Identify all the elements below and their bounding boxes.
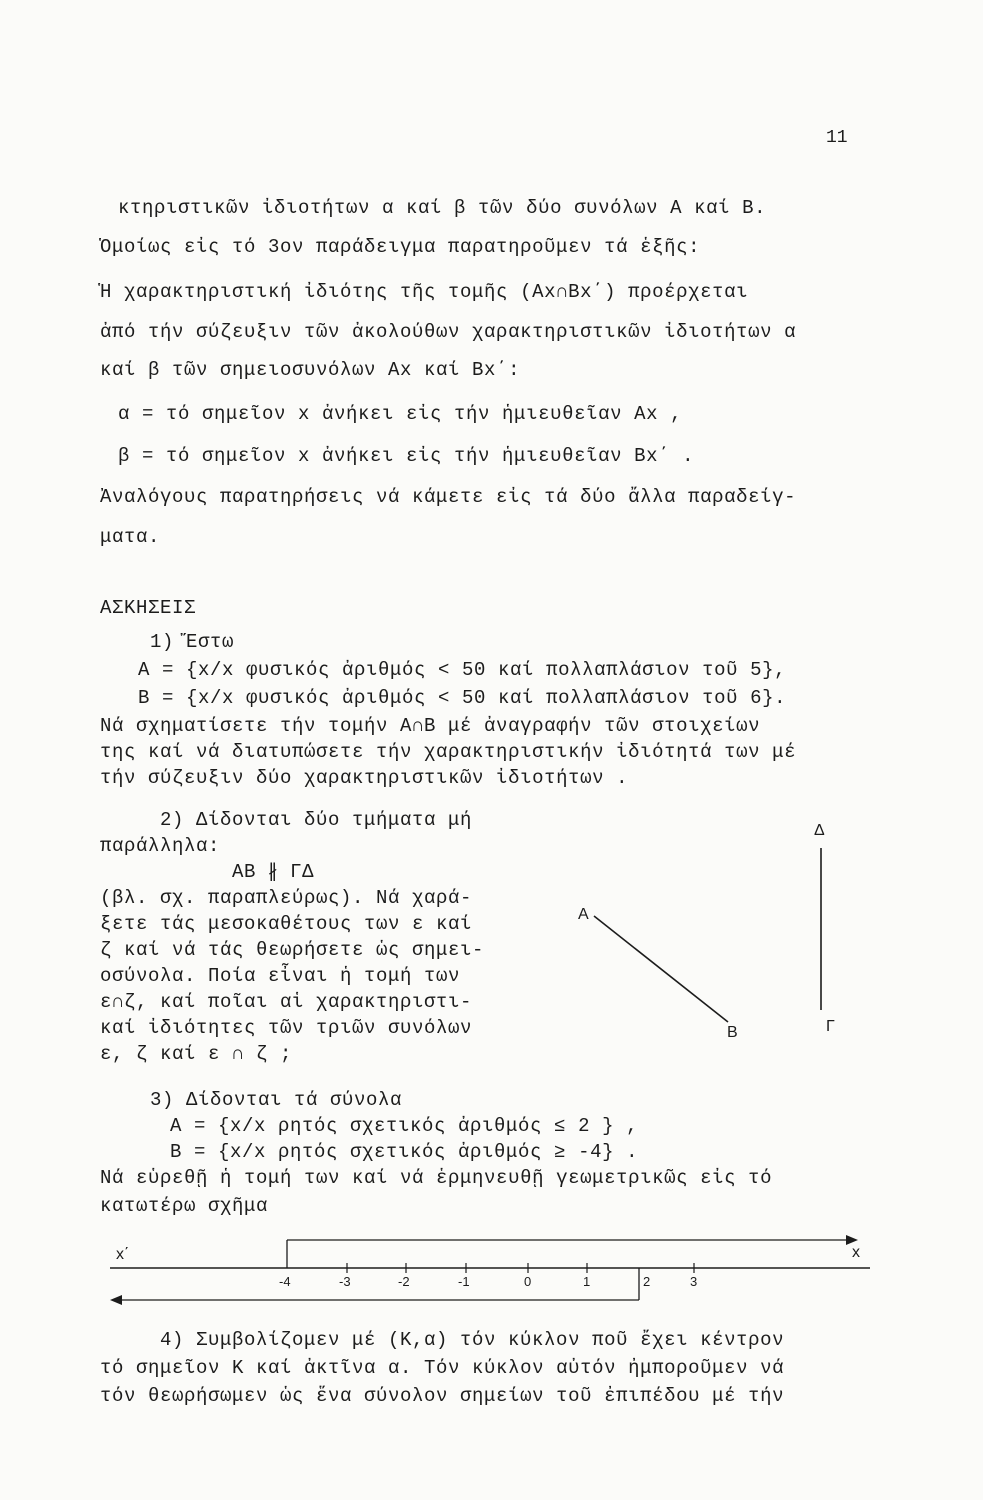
- ex2-line-4: (βλ. σχ. παραπλεύρως). Νά χαρά-: [100, 887, 473, 909]
- ex2-line-1: 2) Δίδονται δύο τμήματα μή: [160, 809, 473, 831]
- ex1-line-6: τήν σύζευξιν δύο χαρακτηριστικῶν ἰδιοτήτων .: [100, 767, 629, 789]
- ex4-line-3: τόν θεωρήσωμεν ὡς ἕνα σύνολον σημείων τοῦ ἐπιπέδου μέ τήν: [100, 1385, 785, 1407]
- intro-line-9: ματα.: [100, 526, 161, 548]
- figure-label-d: Δ: [814, 822, 825, 839]
- section-title: ΑΣΚΗΣΕΙΣ: [100, 597, 197, 619]
- intro-line-1: κτηριστικῶν ἰδιοτήτων α καί β τῶν δύο συνόλων Α καί Β.: [118, 197, 767, 219]
- intro-line-5: καί β τῶν σημειοσυνόλων Αx καί Βx΄:: [100, 359, 521, 381]
- ex2-line-3: ΑΒ ∦ ΓΔ: [232, 861, 315, 883]
- tick-label: -4: [279, 1274, 291, 1289]
- intro-line-6: α = τό σημεῖον x ἀνήκει εἰς τήν ἡμιευθεῖαν Αx ,: [118, 403, 683, 425]
- tick-label: 0: [524, 1274, 532, 1289]
- ray-a-arrowhead: [110, 1295, 122, 1305]
- number-line-right-label: x: [852, 1244, 860, 1261]
- ex2-line-9: καί ἰδιότητες τῶν τριῶν συνόλων: [100, 1017, 473, 1039]
- intro-line-7: β = τό σημεῖον x ἀνήκει εἰς τήν ἡμιευθεῖαν Βx΄ .: [118, 445, 695, 467]
- ex1-line-4: Νά σχηματίσετε τήν τομήν Α∩Β μέ ἀναγραφήν τῶν στοιχείων: [100, 715, 761, 737]
- intro-line-8: Ἀναλόγους παρατηρήσεις νά κάμετε εἰς τά δύο ἄλλα παραδείγ-: [100, 486, 797, 508]
- number-line-left-label: x΄: [116, 1246, 130, 1263]
- intro-line-2: Ὁμοίως εἰς τό 3ον παράδειγμα παρατηροῦμεν τά ἑξῆς:: [100, 236, 701, 258]
- ex2-line-10: ε, ζ καί ε ∩ ζ ;: [100, 1043, 293, 1065]
- ex4-line-1: 4) Συμβολίζομεν μέ (Κ,α) τόν κύκλον ποῦ ἔχει κέντρον: [160, 1329, 785, 1351]
- ex3-line-2: Α = {x/x ρητός σχετικός ἀριθμός ≤ 2 } ,: [170, 1115, 639, 1137]
- ex3-line-1: 3) Δίδονται τά σύνολα: [150, 1089, 403, 1111]
- ex2-line-8: ε∩ζ, καί ποῖαι αἱ χαρακτηριστι-: [100, 991, 473, 1013]
- tick-label: -3: [339, 1274, 351, 1289]
- ex3-line-3: Β = {x/x ρητός σχετικός ἀριθμός ≥ -4} .: [170, 1141, 639, 1163]
- ex3-line-5: κατωτέρω σχῆμα: [100, 1195, 269, 1217]
- ex3-line-4: Νά εὑρεθῇ ἡ τομή των καί νά ἑρμηνευθῇ γεωμετρικῶς εἰς τό: [100, 1167, 773, 1189]
- ex4-line-2: τό σημεῖον Κ καί ἀκτῖνα α. Τόν κύκλον αὐτόν ἠμποροῦμεν νά: [100, 1357, 785, 1379]
- ex2-line-5: ξετε τάς μεσοκαθέτους των ε καί: [100, 913, 473, 935]
- tick-label: -2: [398, 1274, 410, 1289]
- page-number: 11: [826, 128, 848, 148]
- ex2-line-6: ζ καί νά τάς θεωρήσετε ὡς σημει-: [100, 939, 485, 961]
- intro-line-3: Ἡ χαρακτηριστική ἰδιότης τῆς τομῆς (Αx∩Βx΄) προέρχεται: [100, 281, 749, 303]
- ex1-line-1: 1) Ἔστω: [150, 631, 235, 653]
- ex1-line-5: της καί νά διατυπώσετε τήν χαρακτηριστικήν ἰδιότητά των μέ: [100, 741, 797, 763]
- ex2-line-7: οσύνολα. Ποία εἶναι ἡ τομή των: [100, 965, 461, 987]
- figure-label-a: Α: [578, 906, 589, 923]
- ex1-line-2: Α = {x/x φυσικός ἀριθμός < 50 καί πολλαπλάσιον τοῦ 5},: [138, 659, 787, 681]
- tick-label: -1: [458, 1274, 470, 1289]
- tick-label: 2: [643, 1274, 651, 1289]
- ex1-line-3: Β = {x/x φυσικός ἀριθμός < 50 καί πολλαπλάσιον τοῦ 6}.: [138, 687, 787, 709]
- figure-label-g: Γ: [826, 1018, 835, 1035]
- ex2-line-2: παράλληλα:: [100, 835, 221, 857]
- intro-line-4: ἀπό τήν σύζευξιν τῶν ἀκολούθων χαρακτηριστικῶν ἰδιοτήτων α: [100, 321, 797, 343]
- tick-label: 1: [583, 1274, 591, 1289]
- ray-b-arrowhead: [846, 1235, 858, 1245]
- figure-label-b: Β: [727, 1024, 738, 1041]
- tick-label: 3: [690, 1274, 698, 1289]
- segment-ab: [594, 916, 728, 1022]
